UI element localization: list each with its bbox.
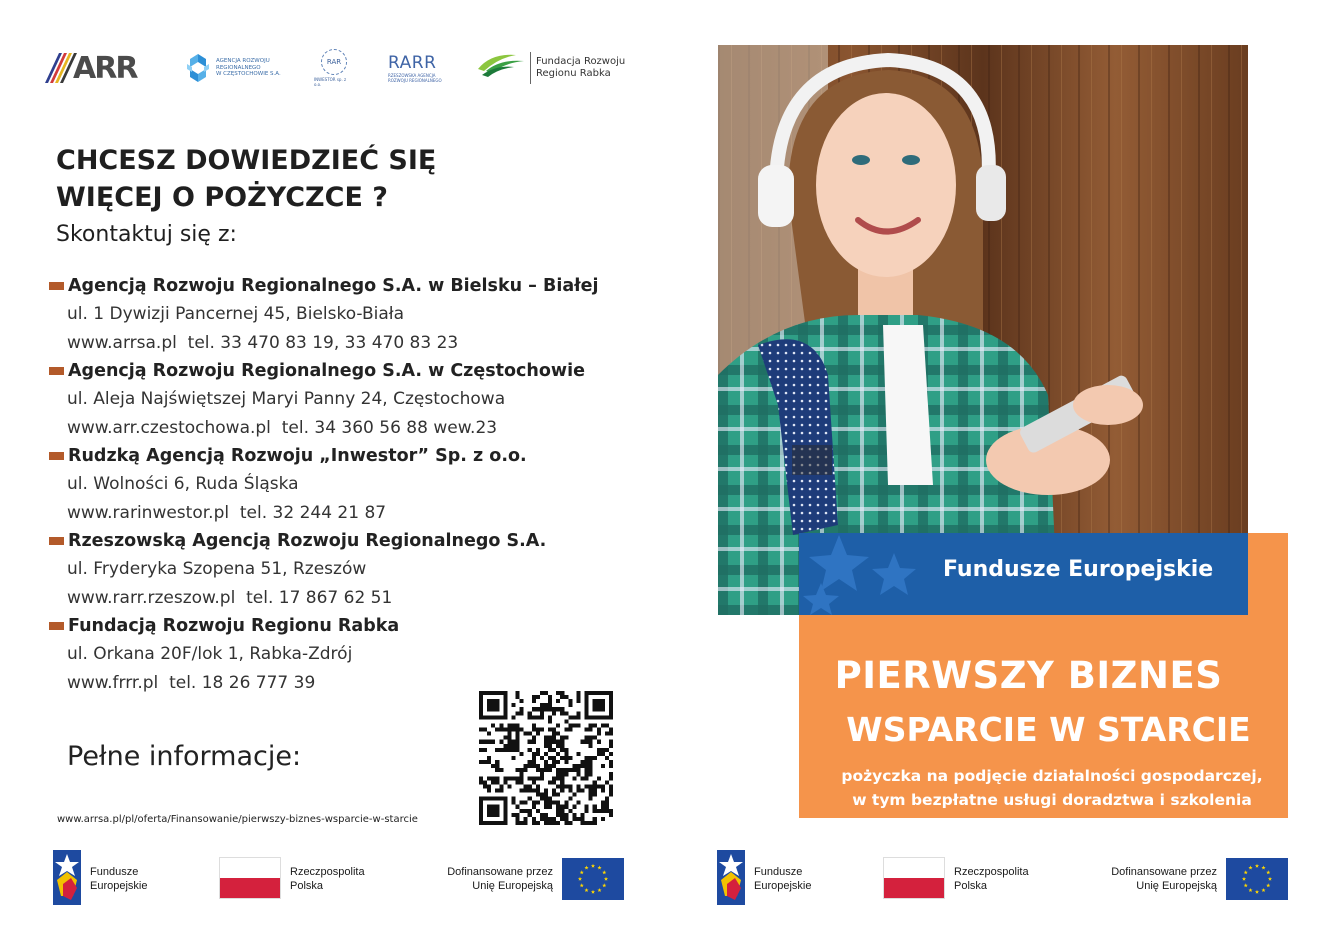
contact-name: Agencją Rozwoju Regionalnego S.A. w Częstochowie <box>68 361 585 381</box>
frrr-logo-line-1: Fundacja Rozwoju <box>536 56 626 67</box>
contact-name: Agencją Rozwoju Regionalnego S.A. w Bielsku – Białej <box>68 276 599 296</box>
footer-fe-line-2: Europejskie <box>90 880 148 892</box>
footer-fe-line-2: Europejskie <box>754 880 812 892</box>
program-subtitle: WSPARCIE W STARCIE <box>846 710 1251 749</box>
contact-web-phone[interactable]: www.rarr.rzeszow.pl tel. 17 867 62 51 <box>67 587 393 608</box>
poland-flag-icon <box>883 857 945 899</box>
program-description <box>805 764 1285 812</box>
contact-item <box>49 272 669 357</box>
fe-band-label: Fundusze Europejskie <box>943 557 1214 582</box>
contact-address: ul. Wolności 6, Ruda Śląska <box>67 474 299 494</box>
program-description-line-1: pożyczka na podjęcie działalności gospodarczej, <box>841 767 1263 785</box>
footer-eu-line-1: Dofinansowane przez <box>1111 866 1217 878</box>
eu-flag-icon <box>562 858 624 900</box>
arr-czestochowa-logo <box>186 46 286 90</box>
program-description-line-2: w tym bezpłatne usługi doradztwa i szkolenia <box>852 791 1252 809</box>
contact-web-phone[interactable]: www.arrsa.pl tel. 33 470 83 19, 33 470 83 23 <box>67 332 459 353</box>
footer-pl-line-2: Polska <box>290 880 324 892</box>
footer-pl-line-1: Rzeczpospolita <box>290 866 365 878</box>
contact-item <box>49 357 669 442</box>
frrr-logo <box>476 46 636 90</box>
fundusze-europejskie-icon <box>717 850 745 905</box>
czestochowa-logo-line-3: W CZĘSTOCHOWIE S.A. <box>216 71 281 78</box>
info-url-link[interactable]: www.arrsa.pl/pl/oferta/Finansowanie/pierwszy-biznes-wsparcie-w-starcie <box>57 814 418 825</box>
qr-code[interactable] <box>479 691 613 825</box>
contact-address: ul. Fryderyka Szopena 51, Rzeszów <box>67 559 367 579</box>
poland-flag-icon <box>219 857 281 899</box>
arr-logo-text: ARR <box>73 50 137 86</box>
contact-list <box>49 272 669 697</box>
contact-web-phone[interactable]: www.rarinwestor.pl tel. 32 244 21 87 <box>67 502 387 523</box>
contact-item <box>49 527 669 612</box>
frrr-mark-icon <box>476 49 526 87</box>
rarr-logo <box>388 46 446 90</box>
rarr-logo-line-1: RZESZOWSKA AGENCJA <box>388 73 436 78</box>
bullet-square-icon <box>49 452 64 460</box>
footer-fe-line-1: Fundusze <box>754 866 803 878</box>
rar-inwestor-logo <box>314 46 354 90</box>
rar-inwestor-text: INWESTOR sp. z o.o. <box>314 77 347 87</box>
program-title: PIERWSZY BIZNES <box>834 654 1223 697</box>
footer-logos-left <box>53 850 633 908</box>
bullet-square-icon <box>49 537 64 545</box>
headline-line-1: CHCESZ DOWIEDZIEĆ SIĘ <box>56 145 437 176</box>
contact-address: ul. 1 Dywizji Pancernej 45, Bielsko-Biała <box>67 304 405 324</box>
eu-flag-icon <box>1226 858 1288 900</box>
contact-label: Skontaktuj się z: <box>56 222 237 247</box>
frrr-logo-line-2: Regionu Rabka <box>536 68 611 79</box>
fe-band <box>799 533 1248 615</box>
full-info-label: Pełne informacje: <box>67 741 302 772</box>
czestochowa-mark-icon <box>186 53 210 83</box>
contact-web-phone[interactable]: www.arr.czestochowa.pl tel. 34 360 56 88 wew.23 <box>67 417 498 438</box>
bullet-square-icon <box>49 282 64 290</box>
contact-name: Fundacją Rozwoju Regionu Rabka <box>68 616 400 636</box>
headline <box>56 142 476 216</box>
arr-logo <box>52 46 148 90</box>
footer-logos-right <box>717 850 1297 908</box>
rarr-logo-line-2: ROZWOJU REGIONALNEGO <box>388 78 442 83</box>
contact-name: Rzeszowską Agencją Rozwoju Regionalnego S.A. <box>68 531 547 551</box>
bullet-square-icon <box>49 622 64 630</box>
bullet-square-icon <box>49 367 64 375</box>
contact-address: ul. Aleja Najświętszej Maryi Panny 24, Częstochowa <box>67 389 506 409</box>
contact-item <box>49 442 669 527</box>
eu-stars-pattern-icon <box>799 533 919 615</box>
footer-eu-line-2: Unię Europejską <box>1136 880 1217 892</box>
contact-web-phone[interactable]: www.frrr.pl tel. 18 26 777 39 <box>67 672 316 693</box>
rar-circle-icon: RAR <box>321 49 347 75</box>
footer-pl-line-1: Rzeczpospolita <box>954 866 1029 878</box>
footer-pl-line-2: Polska <box>954 880 988 892</box>
headline-line-2: WIĘCEJ O POŻYCZCE ? <box>56 182 388 213</box>
footer-eu-line-2: Unię Europejską <box>472 880 553 892</box>
partner-logos <box>52 46 632 94</box>
czestochowa-logo-line-1: AGENCJA ROZWOJU <box>216 58 270 65</box>
contact-address: ul. Orkana 20F/lok 1, Rabka-Zdrój <box>67 644 353 664</box>
footer-eu-line-1: Dofinansowane przez <box>447 866 553 878</box>
czestochowa-logo-line-2: REGIONALNEGO <box>216 64 261 71</box>
student-with-headphones-photo <box>718 45 1248 615</box>
contact-item <box>49 612 669 697</box>
frrr-separator <box>530 52 531 84</box>
rarr-logo-text: RARR <box>388 53 437 73</box>
contact-name: Rudzką Agencją Rozwoju „Inwestor” Sp. z o.o. <box>68 446 527 466</box>
fundusze-europejskie-icon <box>53 850 81 905</box>
footer-fe-line-1: Fundusze <box>90 866 139 878</box>
